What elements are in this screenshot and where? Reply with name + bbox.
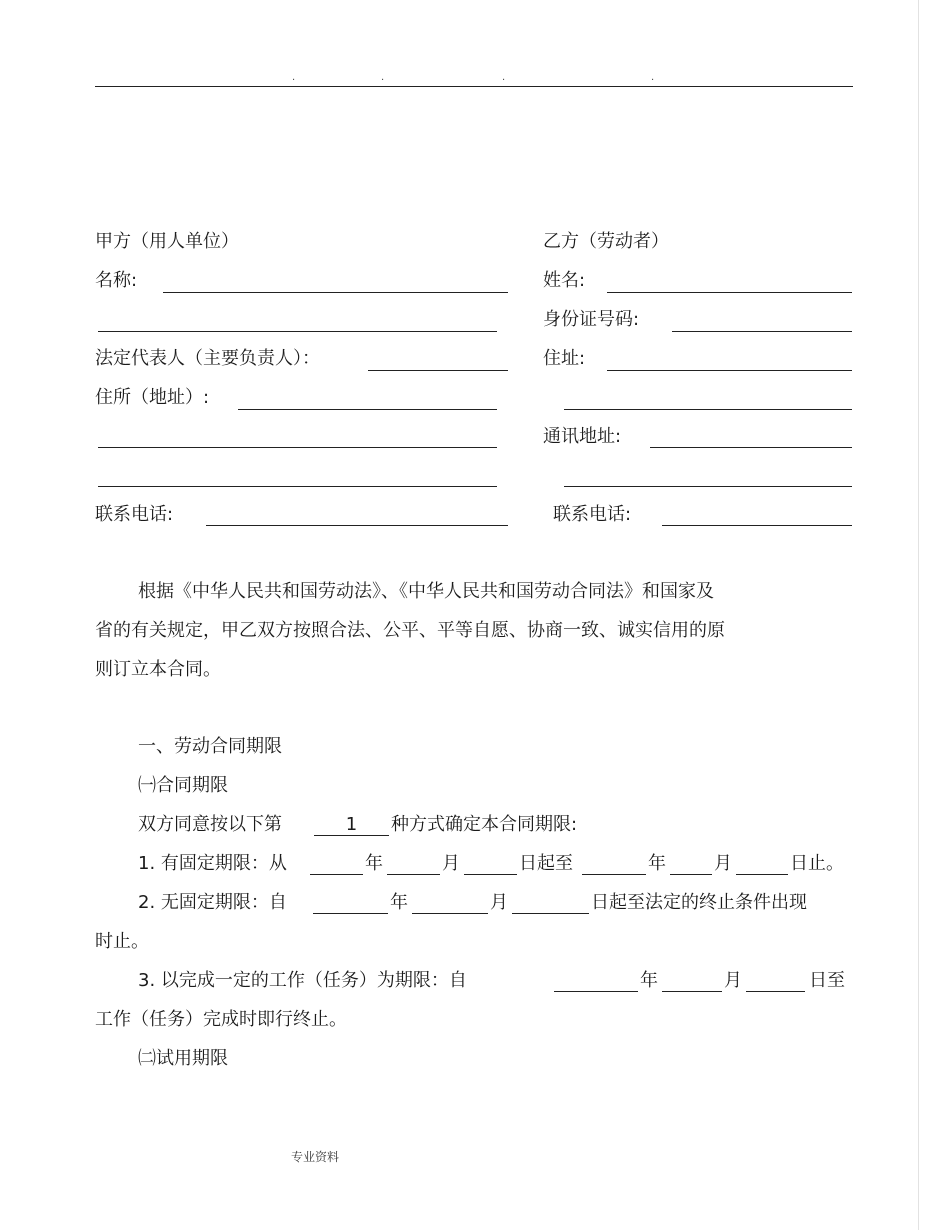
fixed-start-year-field[interactable] <box>310 874 363 875</box>
party-b-name-label: 姓名: <box>543 270 586 291</box>
subsection-title: ㈡试用期限 <box>138 1048 228 1069</box>
party-a-name-field-2[interactable] <box>98 331 497 332</box>
task-start-month-field[interactable] <box>662 991 722 992</box>
task-term-end: 日至 <box>809 970 845 991</box>
fixed-end-month-field[interactable] <box>670 874 712 875</box>
open-start-year-field[interactable] <box>313 913 388 914</box>
party-b-title: 乙方（劳动者） <box>543 231 669 252</box>
fixed-start-month-field[interactable] <box>387 874 440 875</box>
header-dot: . <box>651 72 655 83</box>
subsection-title: ㈠合同期限 <box>138 775 228 796</box>
day-end-label: 日止。 <box>790 853 844 874</box>
party-b-id-label: 身份证号码: <box>543 309 640 330</box>
party-a-phone-label: 联系电话: <box>95 504 174 525</box>
party-b-address-field-2[interactable] <box>564 409 852 410</box>
task-term-label: 3. 以完成一定的工作（任务）为期限：自 <box>138 970 467 991</box>
method-field[interactable] <box>314 835 389 836</box>
party-b-address-field[interactable] <box>607 370 852 371</box>
preamble-line: 根据《中华人民共和国劳动法》、《中华人民共和国劳动合同法》和国家及 <box>138 581 714 602</box>
year-label: 年 <box>365 853 383 874</box>
header-dot: . <box>502 72 506 83</box>
open-term-cont: 时止。 <box>95 931 149 952</box>
task-term-cont: 工作（任务）完成时即行终止。 <box>95 1009 347 1030</box>
party-a-title: 甲方（用人单位） <box>95 231 239 252</box>
fixed-term-label: 1. 有固定期限：从 <box>138 853 287 874</box>
party-a-address-field[interactable] <box>238 409 497 410</box>
party-a-address-label: 住所（地址）: <box>95 387 210 408</box>
month-label: 月 <box>714 853 732 874</box>
party-a-phone-field[interactable] <box>206 525 508 526</box>
header-dot: . <box>381 72 385 83</box>
month-label: 月 <box>442 853 460 874</box>
fixed-end-day-field[interactable] <box>736 874 788 875</box>
year-label: 年 <box>648 853 666 874</box>
preamble-line: 省的有关规定，甲乙双方按照合法、公平、平等自愿、协商一致、诚实信用的原 <box>95 620 725 641</box>
party-a-address-field-2[interactable] <box>98 447 497 448</box>
party-b-id-field[interactable] <box>672 331 852 332</box>
month-label: 月 <box>724 970 742 991</box>
method-suffix: 种方式确定本合同期限: <box>391 814 578 835</box>
party-b-mail-field[interactable] <box>650 447 852 448</box>
fixed-start-day-field[interactable] <box>464 874 517 875</box>
section-title: 一、劳动合同期限 <box>138 736 282 757</box>
method-prefix: 双方同意按以下第 <box>138 814 282 835</box>
party-b-name-field[interactable] <box>607 292 852 293</box>
open-start-month-field[interactable] <box>412 913 488 914</box>
party-a-rep-field[interactable] <box>368 370 508 371</box>
open-term-end: 日起至法定的终止条件出现 <box>591 892 807 913</box>
party-a-name-field[interactable] <box>163 292 508 293</box>
party-a-name-label: 名称: <box>95 270 138 291</box>
party-b-phone-label: 联系电话: <box>553 504 632 525</box>
preamble-line: 则订立本合同。 <box>95 659 221 680</box>
year-label: 年 <box>640 970 658 991</box>
party-b-address-label: 住址: <box>543 348 586 369</box>
party-a-address-field-3[interactable] <box>98 486 497 487</box>
party-b-mail-field-2[interactable] <box>564 486 852 487</box>
party-b-mail-label: 通讯地址: <box>543 426 622 447</box>
open-term-label: 2. 无固定期限：自 <box>138 892 287 913</box>
header-rule <box>95 86 853 87</box>
task-start-day-field[interactable] <box>746 991 805 992</box>
method-value: 1 <box>345 814 358 835</box>
year-label: 年 <box>390 892 408 913</box>
party-b-phone-field[interactable] <box>662 525 852 526</box>
fixed-end-year-field[interactable] <box>582 874 646 875</box>
party-a-rep-label: 法定代表人（主要负责人）： <box>95 348 320 369</box>
day-from-label: 日起至 <box>519 853 573 874</box>
header-dot: . <box>292 72 296 83</box>
month-label: 月 <box>490 892 508 913</box>
page-edge <box>918 0 919 1230</box>
task-start-year-field[interactable] <box>554 991 638 992</box>
open-start-day-field[interactable] <box>512 913 589 914</box>
footer-text: 专业资料 <box>291 1150 340 1164</box>
